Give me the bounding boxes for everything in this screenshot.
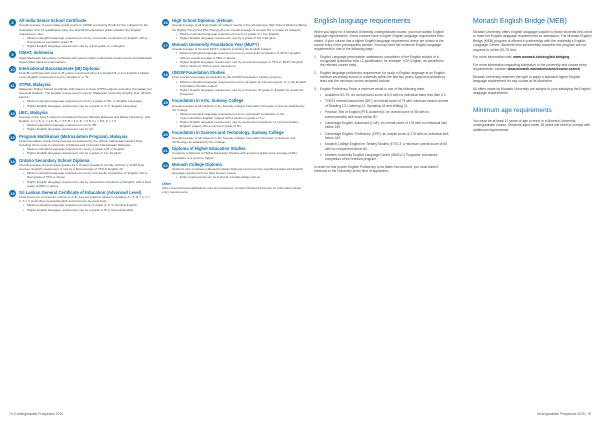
entry-title: Monash College Diploma (172, 161, 222, 167)
meb-text-1: Monash University offers English language support to those students who need to meet the English language requirements for admission. The Monash English Bridge (MEB) program is offered in partnership with the university's English Language Centre. Students who successfully complete the program are not required to sit the IELTS test. (473, 30, 592, 52)
meb-column (473, 18, 595, 135)
item-number: 2. (314, 70, 317, 75)
english-heading: English language requirements (314, 18, 411, 25)
entry-title: Foundation in Science and Technology, Sunway College (172, 130, 284, 136)
footer-left: 74 | Undergraduate Prospectus 2016 (9, 412, 64, 416)
entry-text: Overall average of percentage grades for 6 Ontario Academic Credits (OACs) or 4U/M level courses. English requirement is met by a final average of 75% in English 4U. (19, 163, 145, 172)
proficiency-test-item: • Cambridge English: Proficiency (CPE): an overall score of 176 with no individual skill below 169. (320, 132, 449, 141)
entry (9, 66, 153, 80)
entry-text: Final scores for a minimum of three G.C.E. A-Level subjects based on grading: A = 5, B = 4, C = 3, S = 2 (excluding General English and Common General Test). (19, 195, 151, 204)
proficiency-test-item: • Cambridge English: Advanced (CAE): an overall score of 176 with no individual skill below 169. (320, 121, 449, 130)
entry-number-badge: 9 (9, 51, 16, 58)
entry-title: High School Diploma, Vietnam (172, 18, 233, 23)
entry-bullet: • Higher English language requirement met by a grade of 8.0 in English. (176, 36, 307, 40)
entry (9, 134, 153, 156)
entry-bullet: • Minimum English language requirement met by B5. (23, 123, 153, 127)
entry-title: STPM, Malaysia (19, 81, 51, 87)
entry (162, 162, 307, 180)
entry (9, 110, 153, 132)
proficiency-test-item: • Monash College English for Tertiary Studies (ETS) 3: a minimum overall score of 65 with no component below 60. (320, 142, 449, 151)
entry-bullet: • Minimum English language requirement met by successful completion of 'English' with a final grade of 70% or above. (23, 171, 153, 179)
entry-number-badge: 18 (163, 71, 168, 77)
entry-text: Malaysian Higher School Certificate with passes in three STPM subjects including 'Pengajian Am' (General Studies). The English requirement is met by 'Malaysian University English Test' (MUET) band 4. (19, 87, 153, 100)
entry-bullets (172, 51, 307, 67)
entry-bullet: • Higher English language requirement met by a grade of A in 'English'. (23, 151, 153, 155)
footer-right: Undergraduate Prospectus 2016 | 75 (536, 412, 591, 416)
middle-column-entries (162, 18, 307, 194)
entry-bullet: • Higher English language requirement met by a final grade 'A' in English. (23, 44, 153, 48)
entry-number-badge: 15 (10, 191, 15, 197)
entry-bullet: • Higher English language requirement met by an overall average of 75% in 'MUFY English' with a minimum 70% in each component. (176, 60, 307, 68)
minimum-age-heading: Minimum age requirements (473, 107, 552, 115)
item-number: 1. (314, 54, 317, 59)
entry-bullet: • Minimum English language requirement met by successful completion of 'MUFY English' with an overall average of 65% or above. (176, 51, 307, 59)
meb-heading: Monash English Bridge (MEB) (473, 18, 567, 25)
entry (9, 82, 153, 108)
entry (9, 18, 153, 48)
entry-title: All India Senior School Certificate (19, 18, 87, 23)
meb-link-course-search[interactable]: www.monash.edu/admissions/course-search (507, 67, 580, 72)
entry-bullet: • Higher English language requirement met by successful completion of 'English' with a final grade of 80% or above. (23, 180, 153, 188)
left-page-entries (9, 18, 153, 214)
entry-number-badge: 8 (9, 19, 16, 26)
entry-text: Final overall percentage as awarded by the UNSW Foundation Studies program. (172, 75, 283, 80)
proficiency-test-item: • Monash University English Language Centre (MUELC) Programs: successful completion of the relevant program. (320, 153, 449, 162)
meb-link-english-bridging[interactable]: www.monash.edu/english-bridging (513, 55, 570, 60)
entry-title: Diploma of Higher Education Studies (172, 146, 246, 152)
entry-text: Average of the best 5 subjects (excluding Chinese, Bahasa Malaysia and Malay Literature), with English: A = 1.5; A- = 2.5; B+ = 3.5; B = 4.5; B- = 5.5; C+ = 6.5; C = 7.5. (19, 115, 151, 124)
item-number: 3. (314, 86, 317, 91)
english-intro: When you apply for a Monash University undergraduate course, you must satisfy English language requirements. Some courses have a higher English language requirement than others. If your course has a higher English language requirement, these are shown in the course entry in the prerequisites section. You may meet the minimum English language requirement in one of the following ways: (314, 30, 444, 52)
entry (9, 190, 153, 212)
entry-bullet: • Higher English language requirement met by A2. (23, 127, 153, 131)
english-requirements-list (314, 55, 449, 162)
item-text: English Proficiency Tests: a minimum result in one of the following tests: (320, 86, 425, 91)
entry-bullet: • Minimum English language requirement met by successful completion of the 'Communicative English' subject with a minimum grade of 'C+'. (176, 112, 307, 120)
proficiency-test-item: • Pearson Test of English (PTE Academic): an overall score of 58 with no communicative skill score below 50. (320, 110, 449, 119)
meb-text-4: Monash University reserves the right to apply a standard higher English language requirement for any course at its discretion. (473, 74, 581, 84)
entry-title: ISMAT, Indonesia (19, 50, 54, 56)
english-requirement-item (314, 55, 449, 68)
english-requirement-item (314, 87, 449, 162)
entry-number-badge: 12 (10, 111, 15, 117)
entry-bullet: • Minimum English language requirement met by a grade of 7.0 in English. (176, 32, 307, 36)
proficiency-test-item: • Academic IELTS: an overall band score of 6.5 with no individual band less than 6.0. (320, 93, 449, 97)
entry-title: Foundation in Arts, Sunway College (172, 98, 244, 104)
entry-number-badge: 21 (163, 147, 168, 153)
entry-text: Complete a Diploma of Higher Education Studies with at least a grade point average (GPA) equivalent to a credit or higher. (172, 151, 297, 160)
entry (162, 98, 307, 128)
entry-bullets (19, 123, 153, 131)
entry-bullet: • Minimum English language requirement met by a grade of 'B+' in 'English Language'. (23, 99, 153, 103)
entry-number-badge: 19 (163, 99, 168, 105)
entry-bullets (19, 147, 153, 155)
entry-bullet: • Minimum English language requirement met by a grade of 'C' in General English. (23, 203, 153, 207)
entry (162, 146, 307, 160)
entry-number-badge: 13 (10, 135, 15, 141)
entry-text: Final IB certificate with total of 24 points overall including 3 in English B or 4 in English A Higher Level. English requirement met by 'English A' or 'B'. (19, 71, 150, 80)
entry-title: Program Matrikulasi (Matriculation Program), Malaysia (19, 133, 128, 139)
entry-bullet: • Higher English language requirement met by successful completion of 'Communicative English' subject with a minimum grade of 'B+'. (176, 120, 307, 128)
entry-bullets (19, 203, 153, 211)
meb-text-3: For more information regarding admission to the university and course entry requirements, contact: www.monash.edu/admissions/course-search (473, 62, 587, 72)
entry-text: Students who complete a Monash College Diploma must meet the specified grades and English language requirements for their chosen course. (172, 167, 304, 176)
entry-title: International Baccalaureate (IB) Diploma (19, 65, 100, 71)
other-title: Other (162, 181, 172, 186)
entry-title: Monash University Foundation Year (MUFY) (172, 41, 259, 47)
entry (9, 50, 153, 64)
entry-text: Overall average of percentage grade points in 'CBSE' (excluding Hindi) for five subjects for the Australian Year 12 qualification plus one final ATAR-equivalent grade satisfies the English requirement, plus: (19, 23, 149, 36)
entry-number-badge: 10 (10, 67, 15, 73)
entry-bullet: • Higher English language requirement met by a grade of 'A' in 'English Language'. (23, 104, 153, 108)
entry-bullets (19, 171, 153, 187)
minimum-age-text: You must be at least 17 years of age to enrol in a Monash University undergraduate course. Students aged under 18 years will need to comply with additional requirements. (473, 118, 591, 132)
entry-bullet: • Minimum English language requirement met by 'English' at minimum grade 'C' in the English Foundation Studies subject. (176, 80, 307, 88)
entry-number-badge: 20 (163, 131, 168, 137)
entry-bullet: • Minimum English language requirement met by successful completion of 'English' with a final grade or equivalent grade 'B'. (23, 36, 153, 44)
entry (162, 70, 307, 96)
meb-text-5: All offers made by Monash University are subject to your satisfying the English language requirements. (473, 86, 591, 95)
entry-title: Ontario Secondary School Diploma (19, 157, 90, 163)
entry-text: Overall average of all subjects in the Sunway College Foundation Program in Arts as awarded by the College. (172, 103, 305, 112)
entry-text: State Madrasah Secondary certificate with passes within Indonesian requirements and Madrasah Aliyah (MA) national examinations. (19, 55, 152, 64)
entry (9, 158, 153, 188)
entry-number-badge: 17 (163, 43, 168, 49)
entry-bullet: • Higher English language requirement met by a grade of 'B' in General English. (23, 208, 153, 212)
item-text: English language proficiency requirement: for study in English language at an English-medium secondary school or university within the last two years. Approved proficiency tests and the minimum scores accepted include: (320, 70, 446, 84)
item-text: English Language prerequisite: satisfactory completion of the English subject of a recognised Australian Year 12 qualification, for example, VCE English, as specified in the relevant course entry. (320, 54, 445, 68)
proficiency-test-item: • TOEFL Internet-based test (iBT): an overall score of 79 with minimum section scores of Reading 13, Listening 12, Speaking 18 and Writing 21. (320, 99, 449, 108)
entry-title: Sri Lankan General Certificate of Education (Advanced Level) (19, 189, 142, 195)
entry-bullet: • Higher English language requirement met by a minimum 'B' grade in 'English for Academic Purposes'. (176, 88, 307, 96)
entry-number-badge: 11 (10, 83, 15, 89)
entry (162, 130, 307, 144)
entry-bullet: • Minimum English language requirement met by a grade of B in 'English'. (23, 147, 153, 151)
entry (162, 18, 307, 40)
entry-number-badge: 16 (163, 19, 168, 25)
entry-text: Overall average of all final Grade 12 subject results in the Vietnamese High School Diploma (Bang Tot Nghiep Trung Hoc Pho Thong) plus an overall average of at least 8.0 in Grade 12 subjects. (172, 23, 307, 32)
other-text: Other international qualifications may be considered. Contact Monash University for information about entry requirements. (162, 186, 302, 195)
english-outro: In order for this proven English Proficiency to be taken into account, you must submit evidence to the University at the time of application. (314, 164, 438, 173)
entry-bullets (172, 112, 307, 128)
entry-number-badge: 22 (163, 163, 168, 169)
proficiency-tests-list (320, 93, 449, 161)
entry-bullets (19, 99, 153, 107)
entry-title: UEC, Malaysia (19, 109, 48, 115)
entry (162, 42, 307, 68)
entry-bullets (19, 36, 153, 48)
entry-bullet: • Entry requirements can be found at monashcollege.edu.au (176, 175, 307, 179)
entry-bullets (172, 32, 307, 40)
entry-bullets (172, 80, 307, 96)
entry-number-badge: 14 (10, 159, 15, 165)
entry-bullets (172, 175, 307, 179)
english-requirement-item (314, 71, 449, 84)
entry-title: UNSW Foundation Studies (172, 70, 226, 76)
meb-text-2: For more information visit: www.monash.edu/english-bridging (473, 55, 570, 60)
entry-text: Overall average of the best MUFY subjects including the English subject. (172, 47, 272, 52)
entry-text: Overall average of all subjects in the Sunway College Foundation Program in Science and Technology as awarded by the College. (172, 135, 296, 144)
entry-text: Final Cumulative Grade Point Average as awarded by the official matriculation award body including those used in University of Malaya and Universiti Kebangsaan Malaysia. (19, 139, 143, 148)
english-requirements-column (314, 18, 449, 176)
